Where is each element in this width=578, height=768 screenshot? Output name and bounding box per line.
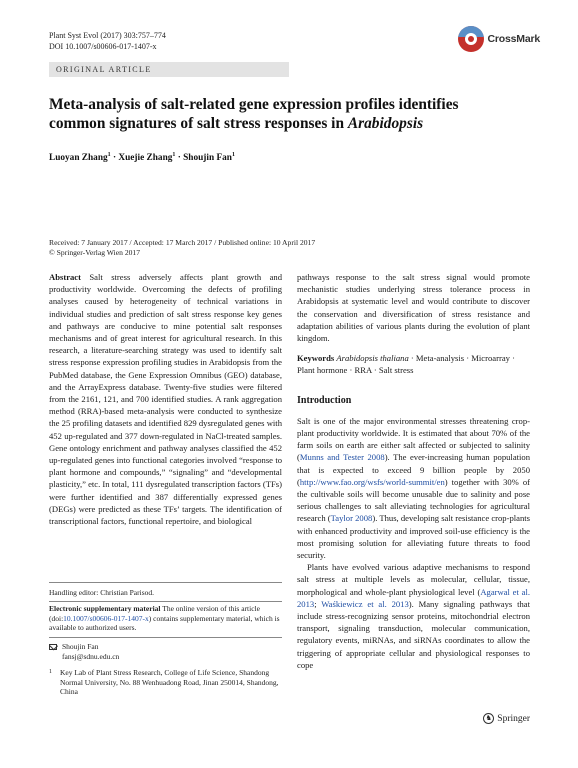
envelope-icon xyxy=(49,644,57,650)
abstract-continued: pathways response to the salt stress signal would promote mechanistic studies underlying stress tolerance process in Arabidopsis at systematic level and would contribute to discover the conservation and diversification of stress resistance and adaptation abilities of various plants during the evolution of plant kingdom. xyxy=(297,272,530,344)
citation-link[interactable]: Taylor 2008 xyxy=(330,513,373,524)
citation-link[interactable]: Waśkiewicz et al. 2013 xyxy=(321,598,409,609)
abstract-text: Salt stress adversely affects plant growth and productivity worldwide. Overcoming the defects of profiling analyses caused by heterogeneity of technical variations in individual studies and prediction of salt stress response key genes and pathways are conducive to mine potential salt responses mechanisms and of great interest for agricultural research. In this research, a literature-searching strategy was used to identify salt stress response expression profiling studies in Arabidopsis from the PubMed database, the Gene Expression Omnibus (GEO) database, and the ArrayExpress database. Twenty-five studies were filtered from the 2161, 121, and 700 identified studies. A rank aggregation method (RRA)-based meta-analysis were conducted to synthesize the 25 profiling datasets and identified 829 dysregulated genes with 452 up-regulated and 377 down-regulated in NaCl-treated samples. Gene ontology enrichment and pathway analyses classified the 452 up-regulated genes into functional categories involved “response to plant hormone and compounds,” “signaling” and “developmental plasticity,” etc. In total, 111 dysregulated transcription factors (TFs) were further identified and 387 differentially expressed genes (DEGs) were predicted as these TFs’ targets. The identification of transcriptional factors, functional repertoire, and biological xyxy=(49,272,282,527)
article-title xyxy=(49,96,509,133)
copyright-line: © Springer-Verlag Wien 2017 xyxy=(49,248,141,257)
intro-paragraph-2: Plants have evolved various adaptive mechanisms to respond salt stress at multiple levels as molecular, cellular, tissue, morphological and whole-plant physiological level (Agarwal et al. 2013; Waśkiewicz et al. 2013). Many signaling pathways that include stress-recognizing sensor proteins, mitochondrial electron transport, signaling transduction, molecular communication, regulatory events, miRNAs, and siRNAs coordinates to allow the triggering of appropriate cellular and physiological responses to cope xyxy=(297,562,530,670)
author-name[interactable]: Shoujin Fan xyxy=(183,153,232,164)
author-affiliation-mark: 1 xyxy=(107,152,111,158)
affiliation xyxy=(49,668,282,697)
left-column xyxy=(49,271,282,527)
article-title-text: Meta-analysis of salt-related gene expression profiles identifies common signatures of salt stress responses in xyxy=(49,96,459,132)
citation-link[interactable]: Agarwal et al. 2013 xyxy=(297,586,530,609)
affiliation-number: 1 xyxy=(49,669,52,675)
corresponding-author-name: Shoujin Fan xyxy=(62,642,99,651)
doi-line: DOI 10.1007/s00606-017-1407-x xyxy=(49,42,157,51)
esm-note: Electronic supplementary material The online version of this article (doi:10.1007/s00606-017-1407-x) contains supplementary material, which is available to authorized users. xyxy=(49,604,280,632)
springer-logo xyxy=(483,713,530,724)
esm-label: Electronic supplementary material xyxy=(49,604,161,613)
footnote-divider xyxy=(49,637,282,638)
footnote-divider xyxy=(49,582,282,583)
intro-paragraph-1: Salt is one of the major environmental stresses threatening crop-plant productivity worldwide. It is estimated that about 70% of the farm soils on earth are either salt affected or subjected to salinity (Munns and Tester 2008). The ever-increasing human population that is expected to exceed 9 billion people by 2050 (http://www.fao.org/wsfs/world-summit/en) together with 30% of the cultivable soils will become unusable due to salinity and pose serious challenges to salt alleviating technologies for agricultural research (Taylor 2008). Thus, developing salt resistance crop-plants with enhanced productivity and improved soil-use efficiency is the most promising solution for alleviating future threats to food security. xyxy=(297,415,530,561)
keywords xyxy=(297,352,530,376)
affiliation-text: Key Lab of Plant Stress Research, College of Life Science, Shandong Normal University, No. 88 Wenhuadong Road, Jinan 250014, Shandong, China xyxy=(60,668,279,696)
handling-editor-note: Handling editor: Christian Parisod. xyxy=(49,588,154,597)
journal-citation: Plant Syst Evol (2017) 303:757–774 xyxy=(49,31,166,40)
right-column xyxy=(297,271,530,671)
author-affiliation-mark: 1 xyxy=(231,152,235,158)
publisher-name: Springer xyxy=(497,713,530,724)
footnote-divider xyxy=(49,601,282,602)
author-list: Luoyan Zhang$^1$ · Xuejie Zhang$^1$ · Shoujin Fan$^1$ xyxy=(49,152,235,164)
citation-link[interactable]: Munns and Tester 2008 xyxy=(299,452,385,463)
author-name[interactable]: Luoyan Zhang xyxy=(49,153,108,164)
abstract xyxy=(49,271,282,527)
article-title-italic: Arabidopsis xyxy=(347,114,424,132)
crossmark-icon xyxy=(458,26,484,52)
corresponding-author xyxy=(49,642,282,661)
corresponding-author-email[interactable]: fansj@sdnu.edu.cn xyxy=(62,651,120,661)
keyword-italic: Arabidopsis thaliana xyxy=(336,353,409,364)
keywords-label: Keywords xyxy=(297,353,335,364)
author-name[interactable]: Xuejie Zhang xyxy=(118,153,173,164)
author-affiliation-mark: 1 xyxy=(172,152,176,158)
esm-doi-link[interactable]: 10.1007/s00606-017-1407-x xyxy=(63,613,149,623)
article-type-banner: ORIGINAL ARTICLE xyxy=(49,62,289,77)
section-heading-introduction: Introduction xyxy=(297,394,352,406)
abstract-label: Abstract xyxy=(49,272,81,282)
crossmark-badge[interactable] xyxy=(458,26,540,52)
keywords-rest: · Meta-analysis · Microarray · Plant hormone · RRA · Salt stress xyxy=(297,353,515,376)
publication-dates xyxy=(49,238,315,258)
url-link[interactable]: http://www.fao.org/wsfs/world-summit/en xyxy=(299,476,445,487)
received-accepted-line: Received: 7 January 2017 / Accepted: 17 March 2017 / Published online: 10 April 2017 xyxy=(49,238,316,247)
journal-meta xyxy=(49,30,166,52)
crossmark-label: CrossMark xyxy=(487,33,540,45)
springer-horse-icon: ♞ xyxy=(483,713,494,724)
